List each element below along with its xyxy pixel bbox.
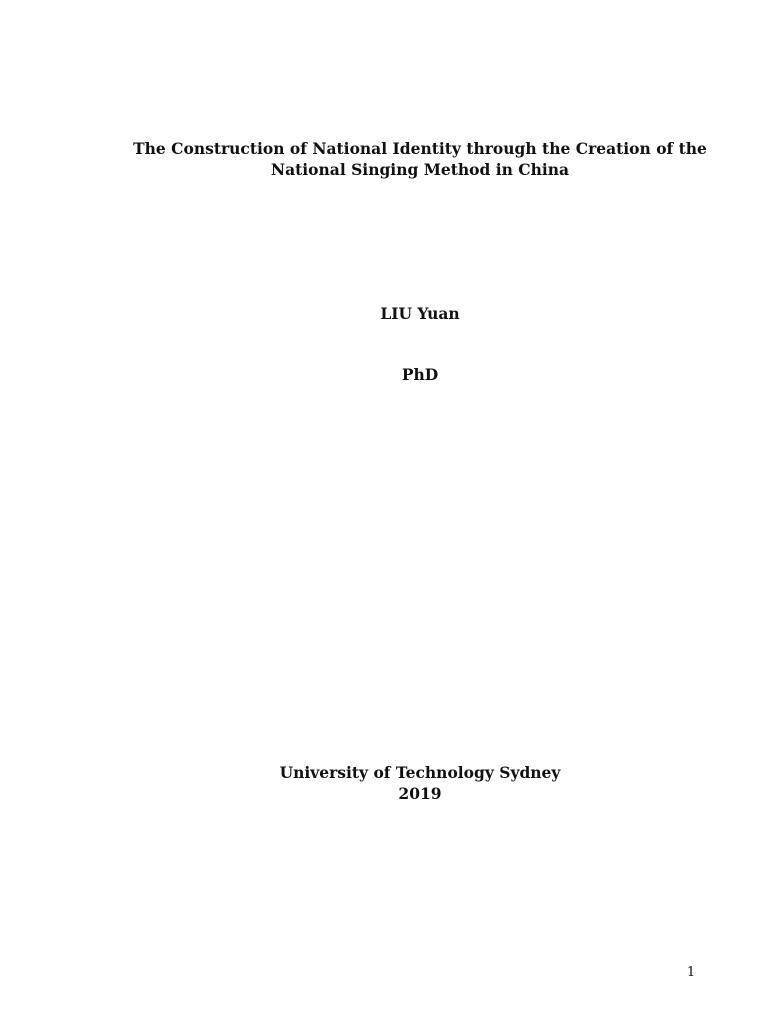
- thesis-title: [110, 138, 730, 180]
- submission-year: 2019: [398, 784, 442, 803]
- institution-name: University of Technology Sydney: [279, 763, 561, 782]
- institution-block: [210, 762, 630, 804]
- thesis-title-line-1: The Construction of National Identity through the Creation of the: [133, 139, 707, 158]
- page-number: 1: [686, 965, 696, 980]
- author-name: LIU Yuan: [380, 304, 460, 323]
- thesis-title-line-2: National Singing Method in China: [270, 160, 570, 179]
- degree: PhD: [401, 365, 439, 384]
